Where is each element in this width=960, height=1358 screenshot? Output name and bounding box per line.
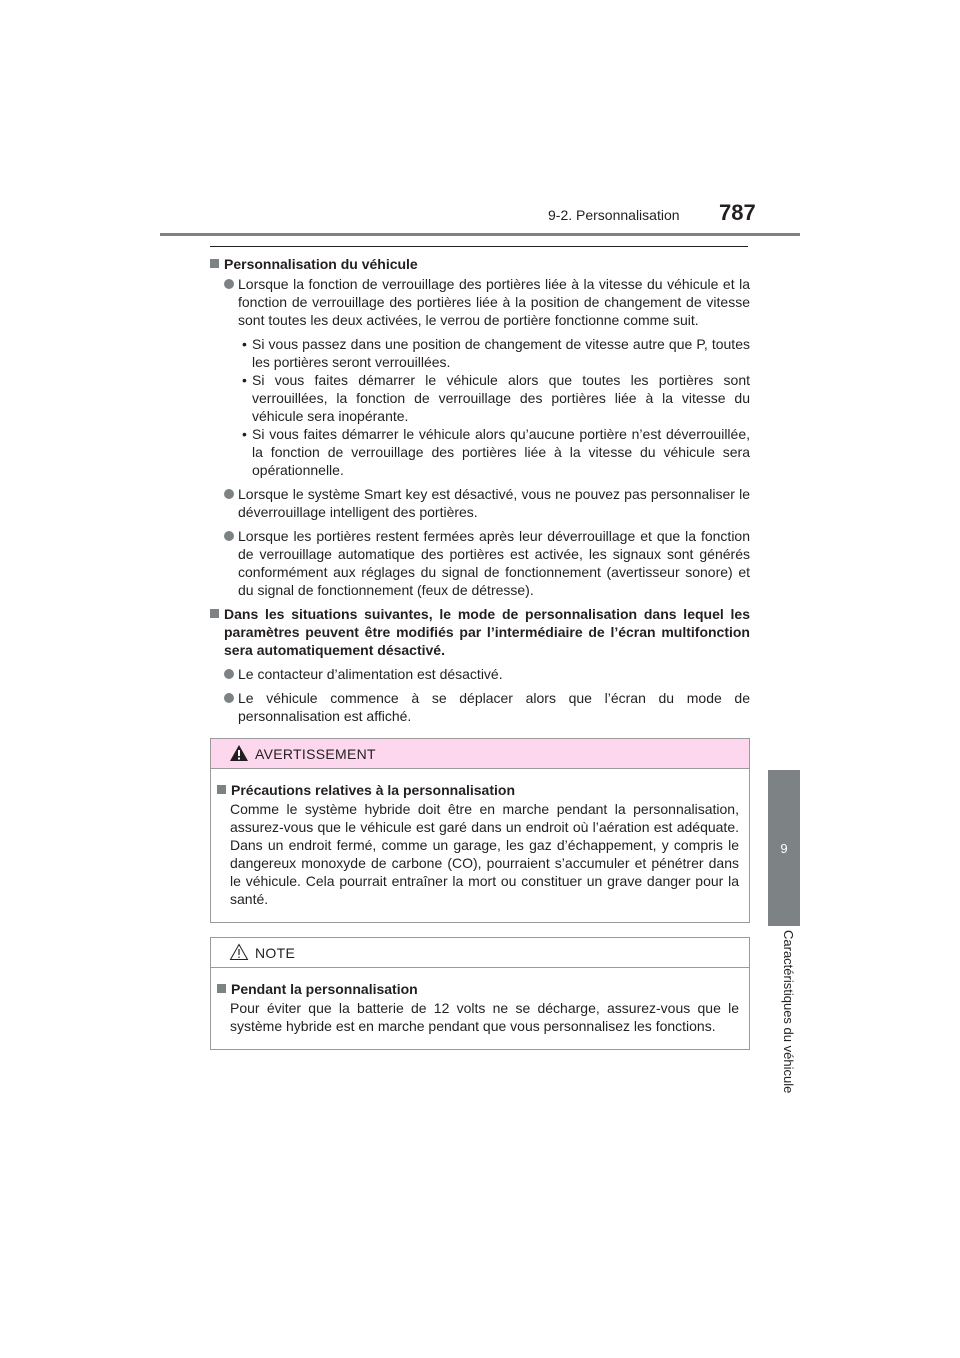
note-text: Pour éviter que la batterie de 12 volts ne se décharge, assurez-vous que le système hybride est en marche pendant que vous personnalisez les fonctions.	[230, 1000, 739, 1034]
note-box	[210, 937, 750, 1050]
round-bullet-icon	[224, 489, 234, 499]
sub-bullet-icon: •	[242, 336, 247, 352]
sub-item-text: Si vous faites démarrer le véhicule alors qu’aucune portière n’est déverrouillée, la fonction de verrouillage des portières liée à la vitesse du véhicule sera opérationnelle.	[252, 426, 750, 478]
warning-triangle-icon	[229, 744, 249, 762]
note-heading	[217, 980, 739, 998]
sub-bullet-icon: •	[242, 426, 247, 442]
chapter-label: Caractéristiques du véhicule	[781, 930, 796, 1094]
round-bullet-icon	[224, 669, 234, 679]
round-bullet-icon	[224, 531, 234, 541]
header-section: 9-2. Personnalisation	[548, 207, 680, 223]
square-bullet-icon	[217, 984, 226, 993]
section-title: Personnalisation du véhicule	[224, 256, 418, 272]
warning-title: Précautions relatives à la personnalisation	[231, 782, 515, 798]
chapter-number: 9	[780, 840, 788, 856]
round-bullet-icon	[224, 693, 234, 703]
bullet-item	[210, 275, 750, 329]
sub-item-text: Si vous faites démarrer le véhicule alors que toutes les portières sont verrouillées, la fonction de verrouillage des portières liée à la vitesse du véhicule sera inopérante.	[252, 372, 750, 424]
content-rule	[210, 246, 748, 247]
warning-body	[211, 769, 749, 922]
warning-header	[211, 739, 749, 769]
bullet-text: Lorsque la fonction de verrouillage des portières liée à la vitesse du véhicule et la fonction de verrouillage des portières liée à la position de changement de vitesse sont toutes les deux activées, le verrou de portière fonctionne comme suit.	[238, 276, 750, 328]
round-bullet-icon	[224, 279, 234, 289]
note-label: NOTE	[255, 945, 296, 961]
sub-item	[210, 371, 750, 425]
sub-item	[210, 335, 750, 371]
bullet-text: Le contacteur d’alimentation est désactivé.	[238, 666, 503, 682]
main-content	[210, 255, 750, 731]
bullet-text: Lorsque les portières restent fermées après leur déverrouillage et que la fonction de verrouillage automatique des portières est activée, les signaux sont générés conformément aux réglages du signal de fonctionnement (avertisseur sonore) et du signal de fonctionnement (feux de détresse).	[238, 528, 750, 598]
bullet-item	[210, 689, 750, 725]
section-title: Dans les situations suivantes, le mode de personnalisation dans lequel les paramètres peuvent être modifiés par l’intermédiaire de l’écran multifonction sera automatiquement désactivé.	[224, 606, 750, 658]
warning-text: Comme le système hybride doit être en marche pendant la personnalisation, assurez-vous que le véhicule est garé dans un endroit où l’aération est adéquate. Dans un endroit fermé, comme un garage, les gaz d’échappement, y compris le dangereux monoxyde de carbone (CO), pourraient s’accumuler et pénétrer dans le véhicule. Cela pourrait entraîner la mort ou constituer un grave danger pour la santé.	[230, 801, 739, 907]
warning-label: AVERTISSEMENT	[255, 746, 376, 762]
square-bullet-icon	[210, 609, 219, 618]
square-bullet-icon	[217, 785, 226, 794]
bullet-item	[210, 527, 750, 599]
sub-list	[210, 335, 750, 479]
chapter-tab	[768, 770, 800, 926]
page-number: 787	[719, 200, 756, 225]
header-rule	[160, 233, 800, 236]
bullet-item	[210, 665, 750, 683]
section-heading-deactivation	[210, 605, 750, 659]
note-triangle-icon	[229, 943, 249, 961]
warning-heading	[217, 781, 739, 799]
bullet-text: Lorsque le système Smart key est désactivé, vous ne pouvez pas personnaliser le déverrouillage intelligent des portières.	[238, 486, 750, 520]
warning-box	[210, 738, 750, 923]
bullet-item	[210, 485, 750, 521]
note-body	[211, 968, 749, 1049]
sub-item	[210, 425, 750, 479]
sub-item-text: Si vous passez dans une position de changement de vitesse autre que P, toutes les portières seront verrouillées.	[252, 336, 750, 370]
note-title: Pendant la personnalisation	[231, 981, 418, 997]
sub-bullet-icon: •	[242, 372, 247, 388]
note-header	[211, 938, 749, 968]
square-bullet-icon	[210, 259, 219, 268]
section-heading-vehicle	[210, 255, 750, 273]
bullet-text: Le véhicule commence à se déplacer alors que l’écran du mode de personnalisation est affiché.	[238, 690, 750, 724]
